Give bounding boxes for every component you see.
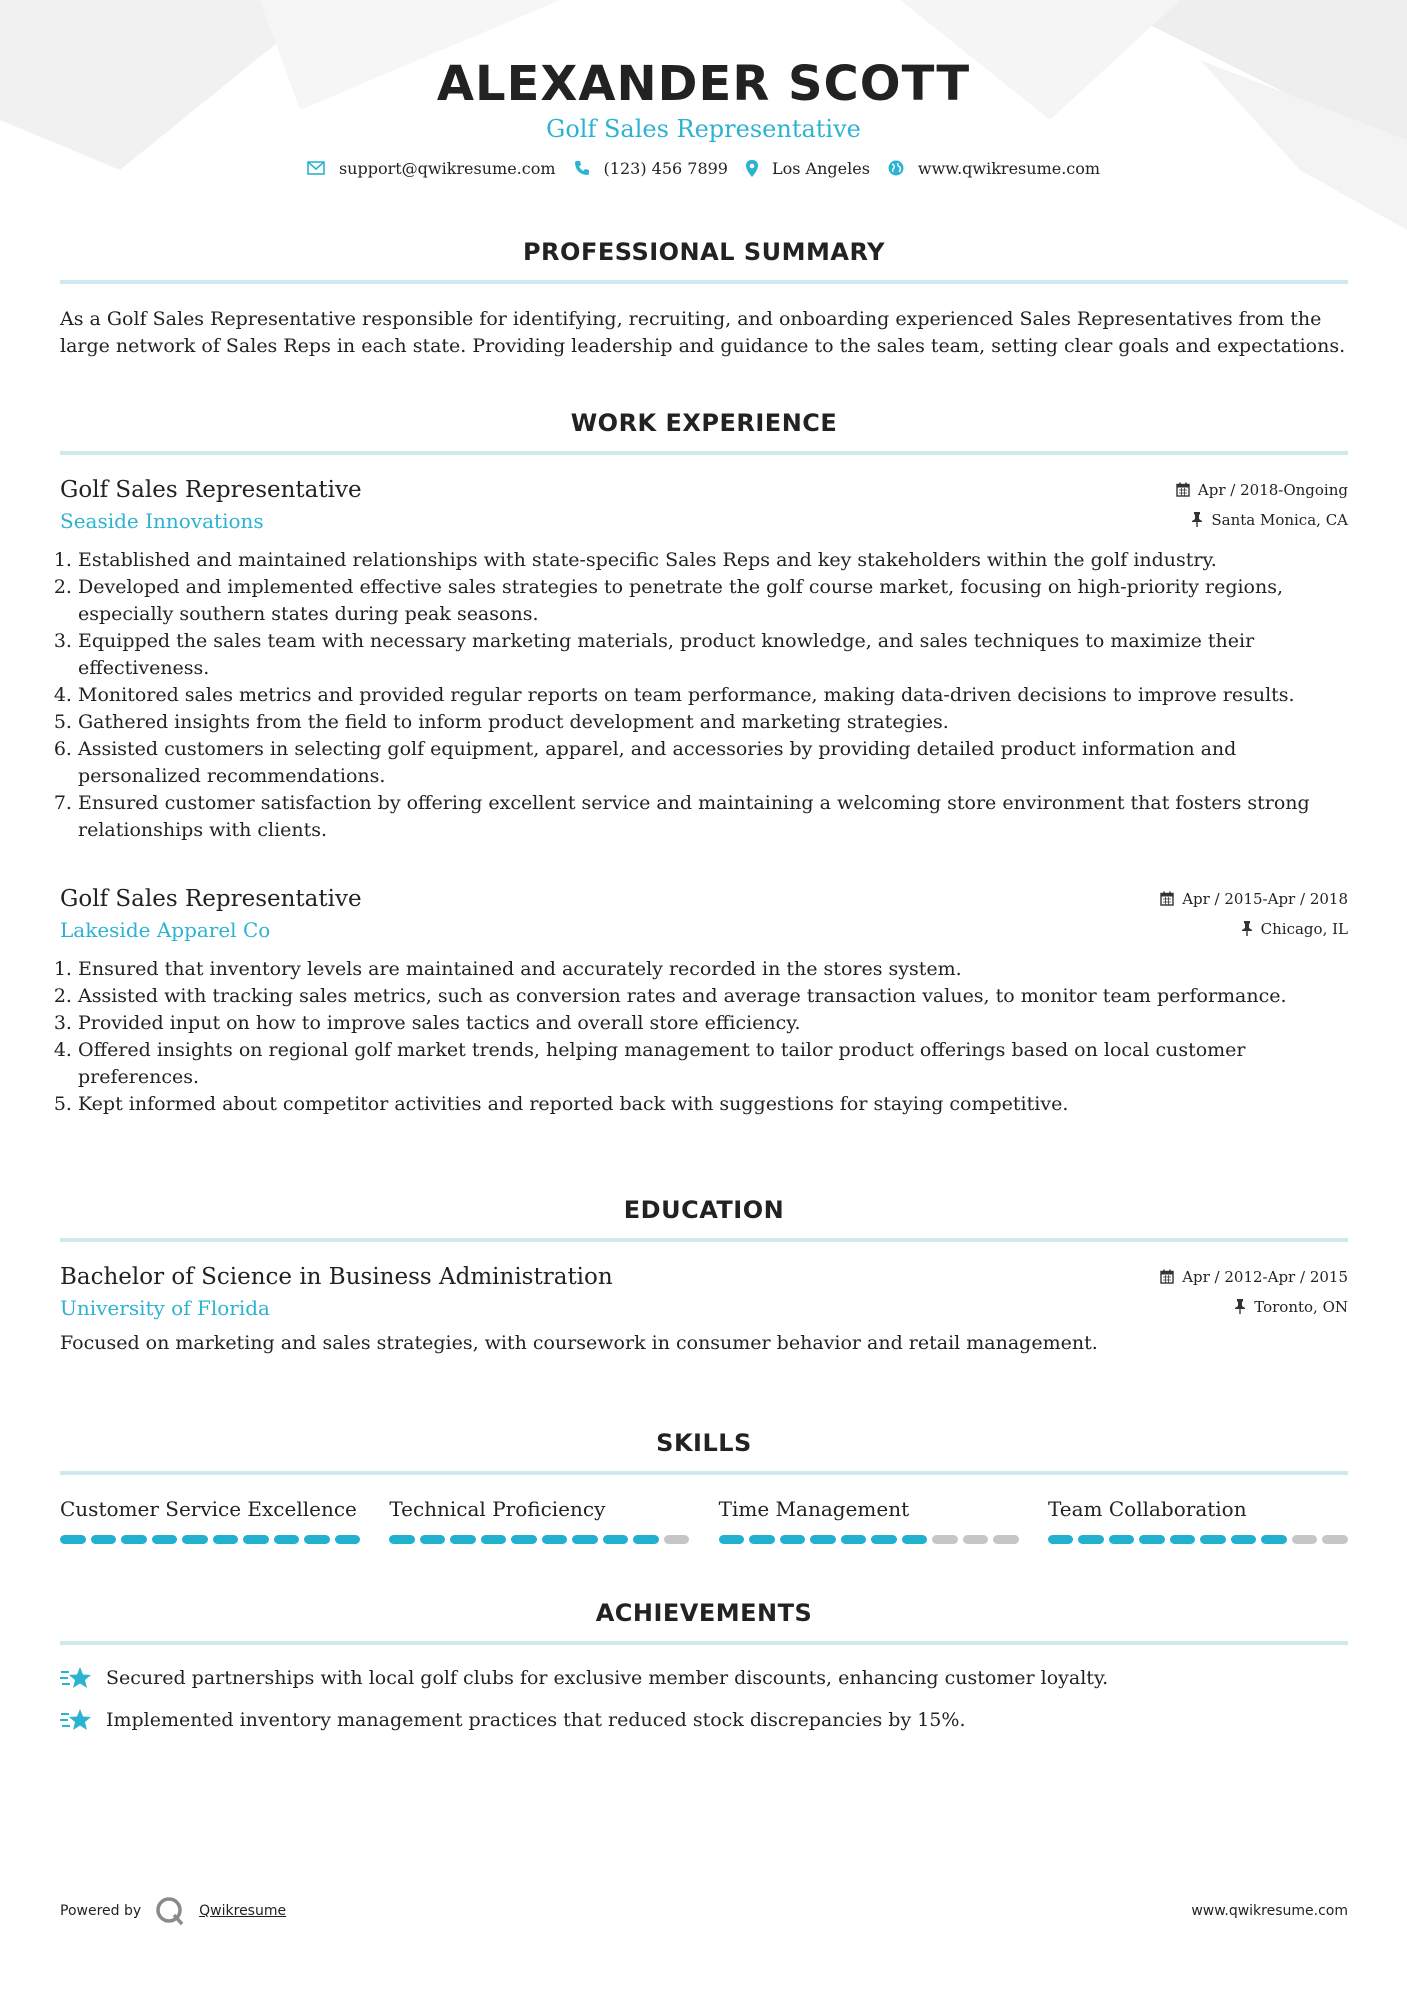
job-location <box>1191 511 1348 529</box>
list-item: 4. Monitored sales metrics and provided regular reports on team performance, making data-driven decisions to improve results. <box>78 682 1348 709</box>
list-item: 3. Equipped the sales team with necessary marketing materials, product knowledge, and sales techniques to maximize their effectiveness. <box>78 628 1348 682</box>
email-text: support@qwikresume.com <box>338 158 556 178</box>
section-title: SKILLS <box>656 1429 752 1457</box>
skill-dot-filled <box>841 1535 867 1544</box>
list-item: 1. Established and maintained relationships with state-specific Sales Reps and key stakeholders within the golf industry. <box>78 547 1348 574</box>
skill-rating <box>60 1535 360 1544</box>
skills-section <box>60 1429 1348 1544</box>
footer-website[interactable]: www.qwikresume.com <box>1191 1903 1348 1919</box>
skill-name: Technical Proficiency <box>389 1497 606 1521</box>
achievement-item <box>60 1665 1348 1691</box>
section-title: WORK EXPERIENCE <box>570 409 838 437</box>
skill-dot-filled <box>633 1535 659 1544</box>
calendar-icon <box>1176 482 1190 497</box>
education-location <box>1234 1298 1348 1316</box>
section-divider <box>60 1471 1348 1475</box>
job-company: Lakeside Apparel Co <box>60 918 271 942</box>
candidate-title: Golf Sales Representative <box>546 114 861 143</box>
skill-dot-filled <box>1261 1535 1287 1544</box>
education-dates <box>1160 1268 1348 1286</box>
skill-dot-filled <box>749 1535 775 1544</box>
skill-dot-filled <box>243 1535 269 1544</box>
skill-rating <box>719 1535 1019 1544</box>
phone-icon <box>574 160 590 176</box>
skill-dot-filled <box>60 1535 86 1544</box>
skill-dot-filled <box>1078 1535 1104 1544</box>
skill-dot-filled <box>1231 1535 1257 1544</box>
skill-dot-filled <box>213 1535 239 1544</box>
skill-name: Team Collaboration <box>1047 1497 1247 1521</box>
job-role: Golf Sales Representative <box>60 477 362 503</box>
skill-dot-filled <box>780 1535 806 1544</box>
skill-dot-filled <box>871 1535 897 1544</box>
job-company: Seaside Innovations <box>60 509 264 533</box>
skill-dot-filled <box>1139 1535 1165 1544</box>
skill-dot-filled <box>91 1535 117 1544</box>
job-dates <box>1176 481 1348 499</box>
skill-dot-empty <box>963 1535 989 1544</box>
skill-dot-filled <box>152 1535 178 1544</box>
skill-dot-empty <box>1292 1535 1318 1544</box>
contact-email[interactable] <box>307 159 556 178</box>
contact-phone[interactable] <box>574 159 728 178</box>
skill-dot-empty <box>1322 1535 1348 1544</box>
skill-dot-filled <box>182 1535 208 1544</box>
skill-item <box>1048 1497 1348 1544</box>
skill-dot-filled <box>1048 1535 1074 1544</box>
skill-rating <box>389 1535 689 1544</box>
skill-dot-filled <box>1200 1535 1226 1544</box>
skill-dot-filled <box>481 1535 507 1544</box>
brand-link[interactable]: Qwikresume <box>199 1903 287 1919</box>
list-item: 3. Provided input on how to improve sales tactics and overall store efficiency. <box>78 1010 1348 1037</box>
job-entry <box>60 886 1348 1118</box>
contact-website[interactable] <box>888 159 1100 178</box>
education-location-text: Toronto, ON <box>1254 1297 1348 1316</box>
summary-section <box>60 238 1348 360</box>
website-text: www.qwikresume.com <box>917 158 1101 178</box>
skill-dot-filled <box>274 1535 300 1544</box>
calendar-icon <box>1160 1269 1174 1284</box>
achievement-item <box>60 1707 1348 1733</box>
skill-dot-filled <box>1109 1535 1135 1544</box>
list-item: 5. Kept informed about competitor activities and reported back with suggestions for staying competitive. <box>78 1091 1348 1118</box>
job-entry <box>60 477 1348 844</box>
list-item: 7. Ensured customer satisfaction by offering excellent service and maintaining a welcoming store environment that fosters strong relationships with clients. <box>78 790 1348 844</box>
page-footer <box>60 1896 1348 1926</box>
section-divider <box>60 280 1348 284</box>
education-description: Focused on marketing and sales strategies, with coursework in consumer behavior and retail management. <box>60 1332 1098 1354</box>
skill-name: Customer Service Excellence <box>60 1497 357 1521</box>
skill-dot-filled <box>603 1535 629 1544</box>
education-dates-text: Apr / 2012-Apr / 2015 <box>1182 1267 1348 1286</box>
list-item: 5. Gathered insights from the field to inform product development and marketing strategies. <box>78 709 1348 736</box>
skill-dot-filled <box>542 1535 568 1544</box>
globe-icon <box>888 160 904 176</box>
job-bullets <box>60 547 1348 844</box>
list-item: 2. Developed and implemented effective sales strategies to penetrate the golf course market, focusing on high-priority regions, especially southern states during peak seasons. <box>78 574 1348 628</box>
list-item: 4. Offered insights on regional golf market trends, helping management to tailor product offerings based on local customer preferences. <box>78 1037 1348 1091</box>
pushpin-icon <box>1191 512 1203 527</box>
section-divider <box>60 1238 1348 1242</box>
list-item: 2. Assisted with tracking sales metrics, such as conversion rates and average transaction values, to monitor team performance. <box>78 983 1348 1010</box>
section-divider <box>60 1641 1348 1645</box>
pushpin-icon <box>1241 921 1253 936</box>
star-icon <box>60 1665 92 1691</box>
job-dates <box>1160 890 1348 908</box>
skill-dot-empty <box>932 1535 958 1544</box>
skill-dot-filled <box>420 1535 446 1544</box>
job-dates-text: Apr / 2015-Apr / 2018 <box>1182 889 1348 908</box>
skill-dot-filled <box>335 1535 361 1544</box>
skill-dot-filled <box>450 1535 476 1544</box>
job-role: Golf Sales Representative <box>60 886 362 912</box>
qwikresume-logo-icon <box>155 1896 185 1926</box>
contact-bar <box>0 159 1407 178</box>
calendar-icon <box>1160 891 1174 906</box>
skill-dot-filled <box>304 1535 330 1544</box>
skill-item <box>719 1497 1019 1544</box>
skill-dot-filled <box>572 1535 598 1544</box>
skill-rating <box>1048 1535 1348 1544</box>
section-title: EDUCATION <box>623 1196 785 1224</box>
school-name: University of Florida <box>60 1296 270 1320</box>
list-item: 1. Ensured that inventory levels are maintained and accurately recorded in the stores system. <box>78 956 1348 983</box>
job-location-text: Santa Monica, CA <box>1211 510 1348 529</box>
skills-list <box>60 1497 1348 1544</box>
achievements-section <box>60 1599 1348 1733</box>
resume-header <box>0 56 1407 178</box>
job-dates-text: Apr / 2018-Ongoing <box>1197 480 1348 499</box>
education-section <box>60 1196 1348 1357</box>
skill-dot-filled <box>1170 1535 1196 1544</box>
section-title: PROFESSIONAL SUMMARY <box>522 238 886 266</box>
skill-dot-filled <box>511 1535 537 1544</box>
powered-by-label: Powered by <box>60 1903 142 1919</box>
skill-name: Time Management <box>718 1497 910 1521</box>
skill-dot-empty <box>993 1535 1019 1544</box>
skill-dot-filled <box>810 1535 836 1544</box>
achievement-text: Secured partnerships with local golf clubs for exclusive member discounts, enhancing customer loyalty. <box>106 1667 1109 1689</box>
skill-dot-filled <box>719 1535 745 1544</box>
job-bullets <box>60 956 1348 1118</box>
star-icon <box>60 1707 92 1733</box>
achievements-list <box>60 1665 1348 1733</box>
section-title: ACHIEVEMENTS <box>595 1599 813 1627</box>
pushpin-icon <box>1234 1299 1246 1314</box>
map-pin-icon <box>746 160 758 177</box>
skill-dot-filled <box>902 1535 928 1544</box>
skill-dot-filled <box>121 1535 147 1544</box>
skill-item <box>60 1497 360 1544</box>
skill-dot-filled <box>389 1535 415 1544</box>
experience-section <box>60 409 1348 1115</box>
contact-location <box>746 159 870 178</box>
envelope-icon <box>307 161 325 175</box>
summary-text: As a Golf Sales Representative responsible for identifying, recruiting, and onboarding experienced Sales Representatives from the large network of Sales Reps in each state. Providing leadership and guidance to the sales team, setting clear goals and expectations. <box>60 308 1346 357</box>
section-divider <box>60 451 1348 455</box>
location-text: Los Angeles <box>771 158 870 178</box>
list-item: 6. Assisted customers in selecting golf equipment, apparel, and accessories by providing detailed product information and personalized recommendations. <box>78 736 1348 790</box>
candidate-name: ALEXANDER SCOTT <box>436 56 971 112</box>
job-location <box>1241 920 1348 938</box>
skill-item <box>389 1497 689 1544</box>
skill-dot-empty <box>664 1535 690 1544</box>
achievement-text: Implemented inventory management practices that reduced stock discrepancies by 15%. <box>106 1709 966 1731</box>
job-location-text: Chicago, IL <box>1260 919 1348 938</box>
phone-text: (123) 456 7899 <box>603 158 728 178</box>
degree-title: Bachelor of Science in Business Administration <box>60 1264 613 1290</box>
